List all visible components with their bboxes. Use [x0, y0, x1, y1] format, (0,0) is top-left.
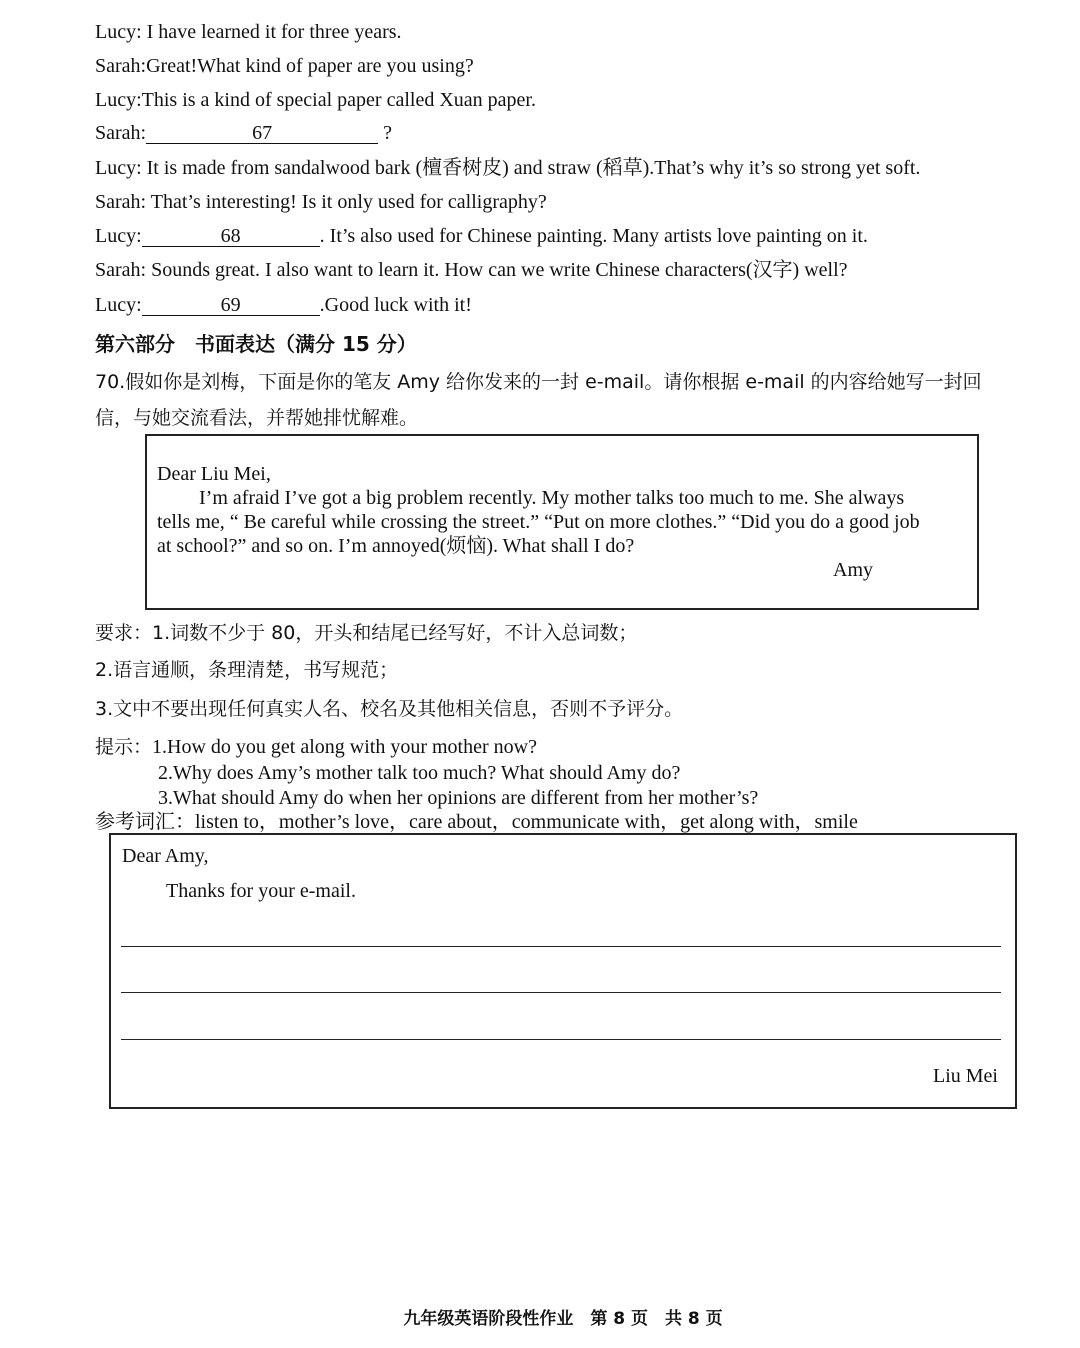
- dialogue-line: Lucy: It is made from sandalwood bark (檀香树皮) and straw (稻草).That’s why it’s so strong yet soft.: [95, 157, 921, 179]
- speaker: Lucy:: [95, 294, 142, 316]
- page-footer: 九年级英语阶段性作业 第 8 页 共 8 页: [403, 1309, 723, 1329]
- answer-blank-69[interactable]: 69: [142, 295, 320, 316]
- hint-2: 2.Why does Amy’s mother talk too much? What should Amy do?: [158, 762, 681, 784]
- question-text: 70.假如你是刘梅，下面是你的笔友 Amy 给你发来的一封 e-mail。请你根据 e-mail 的内容给她写一封回: [95, 371, 982, 393]
- answer-opening: Thanks for your e-mail.: [166, 880, 356, 902]
- line-suffix: . It’s also used for Chinese painting. Many artists love painting on it.: [319, 225, 868, 247]
- answer-box[interactable]: [109, 833, 1017, 1109]
- line-suffix: ?: [378, 122, 392, 144]
- speaker: Sarah:: [95, 122, 147, 144]
- email-text: tells me, “ Be careful while crossing the street.” “Put on more clothes.” “Did you do a good job: [157, 511, 920, 533]
- answer-greeting: Dear Amy,: [122, 845, 209, 867]
- dialogue-line: [95, 121, 392, 145]
- dialogue-line: Sarah:Great!What kind of paper are you using?: [95, 55, 474, 77]
- question-text: 信，与她交流看法，并帮她排忧解难。: [95, 407, 419, 429]
- dialogue-line: Sarah: Sounds great. I also want to learn it. How can we write Chinese characters(汉字) well?: [95, 259, 848, 281]
- email-signature: Amy: [833, 559, 873, 581]
- writing-line[interactable]: [121, 992, 1001, 993]
- email-text: I’m afraid I’ve got a big problem recently. My mother talks too much to me. She always: [199, 487, 905, 509]
- answer-blank-68[interactable]: 68: [142, 226, 320, 247]
- line-suffix: .Good luck with it!: [319, 294, 472, 316]
- requirement: 要求：1.词数不少于 80，开头和结尾已经写好，不计入总词数；: [95, 622, 638, 644]
- dialogue-line: Lucy:This is a kind of special paper called Xuan paper.: [95, 89, 536, 111]
- dialogue-line: [95, 224, 868, 248]
- requirement: 3.文中不要出现任何真实人名、校名及其他相关信息，否则不予评分。: [95, 698, 684, 720]
- hint-1: 1.How do you get along with your mother now?: [152, 736, 537, 758]
- hint-3: 3.What should Amy do when her opinions are different from her mother’s?: [158, 787, 759, 809]
- writing-line[interactable]: [121, 946, 1001, 947]
- writing-line[interactable]: [121, 1039, 1001, 1040]
- dialogue-line: [95, 293, 472, 317]
- hint-label: 提示：: [95, 736, 153, 758]
- email-greeting: Dear Liu Mei,: [157, 463, 271, 485]
- speaker: Lucy:: [95, 225, 142, 247]
- dialogue-line: Lucy: I have learned it for three years.: [95, 21, 402, 43]
- answer-closing: Liu Mei: [933, 1065, 998, 1087]
- requirement: 2.语言通顺，条理清楚，书写规范；: [95, 659, 399, 681]
- section-heading: 第六部分 书面表达（满分 15 分）: [95, 332, 417, 356]
- hint: [95, 735, 537, 759]
- dialogue-line: Sarah: That’s interesting! Is it only used for calligraphy?: [95, 191, 547, 213]
- email-text: at school?” and so on. I’m annoyed(烦恼). What shall I do?: [157, 535, 635, 557]
- vocabulary: 参考词汇：listen to，mother’s love，care about，communicate with，get along with，smile: [95, 811, 858, 833]
- answer-blank-67[interactable]: 67: [146, 123, 378, 144]
